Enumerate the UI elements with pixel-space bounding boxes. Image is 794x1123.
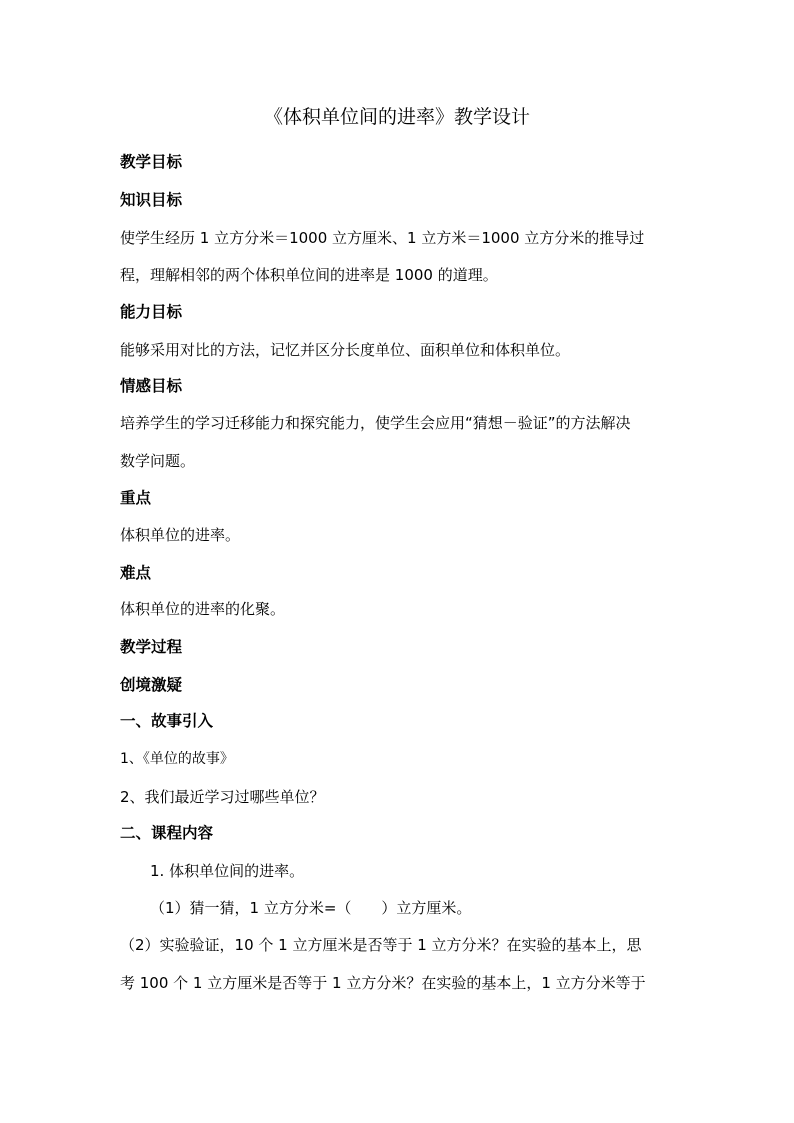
paragraph-line: 数学问题。 <box>120 452 196 470</box>
list-item: 2、我们最近学习过哪些单位？ <box>120 788 325 806</box>
list-item: 1、《单位的故事》 <box>120 751 234 767</box>
heading-section-two: 二、课程内容 <box>120 824 214 842</box>
list-item: 1. 体积单位间的进率。 <box>150 862 305 880</box>
heading-emotion-goals: 情感目标 <box>120 377 183 395</box>
list-item: （1）猜一猜，1 立方分米=（ ）立方厘米。 <box>150 899 472 917</box>
paragraph-line: 程，理解相邻的两个体积单位间的进率是 1000 的道理。 <box>120 266 498 284</box>
paragraph-line: 使学生经历 1 立方分米＝1000 立方厘米、1 立方米＝1000 立方分米的推导过 <box>120 229 645 247</box>
document-title: 《体积单位间的进率》教学设计 <box>263 106 530 128</box>
paragraph-line: （2）实验验证，10 个 1 立方厘米是否等于 1 立方分米？在实验的基本上，思 <box>120 936 642 954</box>
heading-section-one: 一、故事引入 <box>120 712 214 730</box>
heading-scenario: 创境激疑 <box>120 676 183 694</box>
heading-ability-goals: 能力目标 <box>120 303 183 321</box>
heading-knowledge-goals: 知识目标 <box>120 191 183 209</box>
heading-teaching-process: 教学过程 <box>120 638 183 656</box>
paragraph-line: 能够采用对比的方法，记忆并区分长度单位、面积单位和体积单位。 <box>120 341 571 359</box>
paragraph-line: 体积单位的进率的化聚。 <box>120 600 286 618</box>
paragraph-line: 体积单位的进率。 <box>120 526 241 544</box>
paragraph-line: 培养学生的学习迁移能力和探究能力，使学生会应用“猜想－验证”的方法解决 <box>120 414 631 432</box>
heading-difficulties: 难点 <box>120 564 152 582</box>
heading-key-points: 重点 <box>120 489 152 507</box>
paragraph-line: 考 100 个 1 立方厘米是否等于 1 立方分米？在实验的基本上，1 立方分米等于 <box>120 974 646 992</box>
heading-teaching-goals: 教学目标 <box>120 153 183 171</box>
